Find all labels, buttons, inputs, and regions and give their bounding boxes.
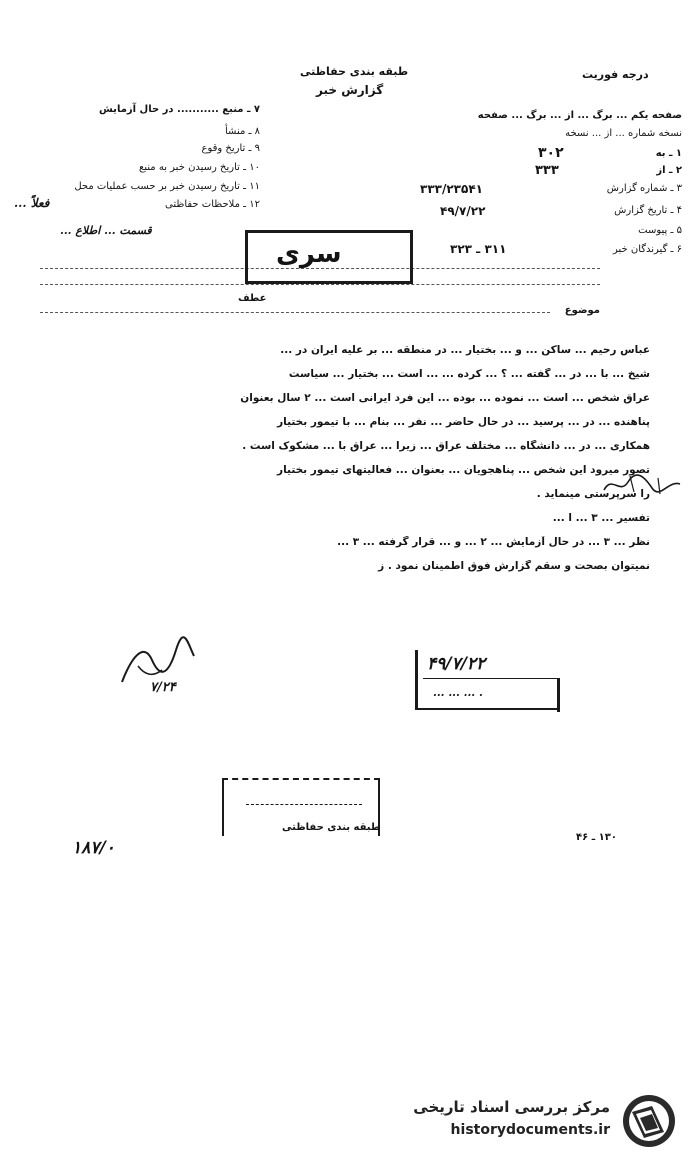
signature-block-left-edge (415, 650, 418, 708)
header-org: طبقه بندی حفاظتی (300, 65, 409, 78)
watermark-url: historydocuments.ir (450, 1122, 610, 1138)
footer-code: ۱۳۰ ـ ۴۶ (576, 832, 617, 843)
bottom-classification-box (222, 778, 380, 838)
signature-block-bottom-edge (415, 708, 560, 710)
bottom-left-number: ۱۸۷/۰ (72, 838, 115, 858)
right-field-to: ۱ ـ به (655, 148, 682, 159)
value-report-date: ۴۹/۷/۲۲ (440, 204, 486, 218)
value-from: ۳۳۳ (535, 163, 559, 178)
value-to: ۳۰۲ (538, 145, 564, 161)
priority-label: درجه فوریت (582, 68, 649, 81)
signature-block-right-edge (557, 678, 560, 712)
signature-block (415, 650, 560, 712)
bottom-box-inner-line (246, 804, 362, 805)
body-line-4: پناهنده ... در ... پرسید ... در حال حاضر ... نفر ... بنام ... با تیمور بختیار (277, 416, 650, 428)
left-signature-date: ۷/۲۴ (150, 680, 176, 695)
body-line-5: همکاری ... در ... دانشگاه ... مختلف عراق ... زیرا ... عراق با ... مشکوک است . (242, 440, 650, 452)
body-line-10: نمیتوان بصحت و سقم گزارش فوق اطمینان نمود . ز (378, 560, 650, 572)
right-field-recipients: ۶ ـ گیرندگان خبر (612, 244, 682, 255)
bottom-box-label: طبقه بندی حفاظتی (282, 822, 381, 833)
body-line-2: شیخ ... با ... در ... گفته ... ؟ ... کرده ... ... است ... بختیار ... سیاست (288, 368, 650, 380)
left-field-9: ۹ ـ تاریخ وقوع (201, 143, 260, 154)
signature-name: ... ... ... . (433, 686, 483, 699)
right-field-report-number: ۳ ـ شماره گزارش (606, 183, 682, 194)
value-recipients: ۳۱۱ ـ ۳۲۳ (450, 242, 507, 256)
signature-date: ۴۹/۷/۲۲ (427, 654, 486, 674)
header-title: گزارش خبر (316, 83, 384, 97)
left-field-8: ۸ ـ منشأ (224, 126, 260, 137)
left-field-12: ۱۲ ـ ملاحظات حفاظتی (165, 199, 260, 210)
subject-label: موضوع (564, 305, 600, 316)
divider-line-2 (40, 284, 600, 285)
signature-block-divider (423, 678, 560, 679)
bottom-box-left-border (222, 778, 224, 836)
margin-scribble (600, 470, 685, 500)
margin-note-handwriting: قسمت ... اطلاع ... (60, 224, 152, 237)
watermark-title: مرکز بررسی اسناد تاریخی (413, 1098, 610, 1116)
right-field-attachment: ۵ ـ پیوست (638, 225, 682, 236)
right-field-report-date: ۴ ـ تاریخ گزارش (614, 205, 682, 216)
value-report-number: ۳۳۳/۲۳۵۴۱ (420, 182, 483, 196)
secret-stamp-text: سری (276, 239, 342, 269)
subject-line (40, 312, 550, 313)
body-line-1: عباس رحیم ... ساکن ... و ... بختیار ... در منطقه ... بر علیه ایران در ... (280, 344, 650, 356)
body-line-7: را سرپرستی مینماید . (536, 488, 650, 500)
body-line-9: نظر ... ۳ ... در حال آزمایش ... ۲ ... و ... قرار گرفته ... ۳ ... (337, 536, 650, 548)
history-documents-logo-icon (618, 1092, 680, 1150)
security-note-handwriting: فعلاً ... (14, 196, 50, 210)
body-line-6: تصور میرود این شخص ... پناهجویان ... بعنوان ... فعالیتهای تیمور بختیار (277, 464, 650, 476)
right-field-from: ۲ ـ از (656, 165, 682, 176)
body-line-8: تفسیر ... ۳ ... ا ... (552, 512, 650, 524)
left-field-7: ۷ ـ منبع ........... در حال آزمایش (99, 104, 260, 115)
right-field-copy: نسخه شماره ... از ... نسخه (565, 128, 682, 139)
right-field-page: صفحه یکم ... برگ ... از ... برگ ... صفحه (477, 110, 682, 121)
left-field-11: ۱۱ ـ تاریخ رسیدن خبر بر حسب عملیات محل (74, 181, 260, 192)
subject-note: عطف (238, 293, 267, 304)
bottom-box-top-border (222, 778, 380, 780)
secret-stamp (245, 230, 413, 284)
left-field-10: ۱۰ ـ تاریخ رسیدن خبر به منبع (138, 162, 260, 173)
body-line-3: عراق شخص ... است ... نموده ... بوده ... این فرد ایرانی است ... ۲ سال بعنوان (240, 392, 650, 404)
